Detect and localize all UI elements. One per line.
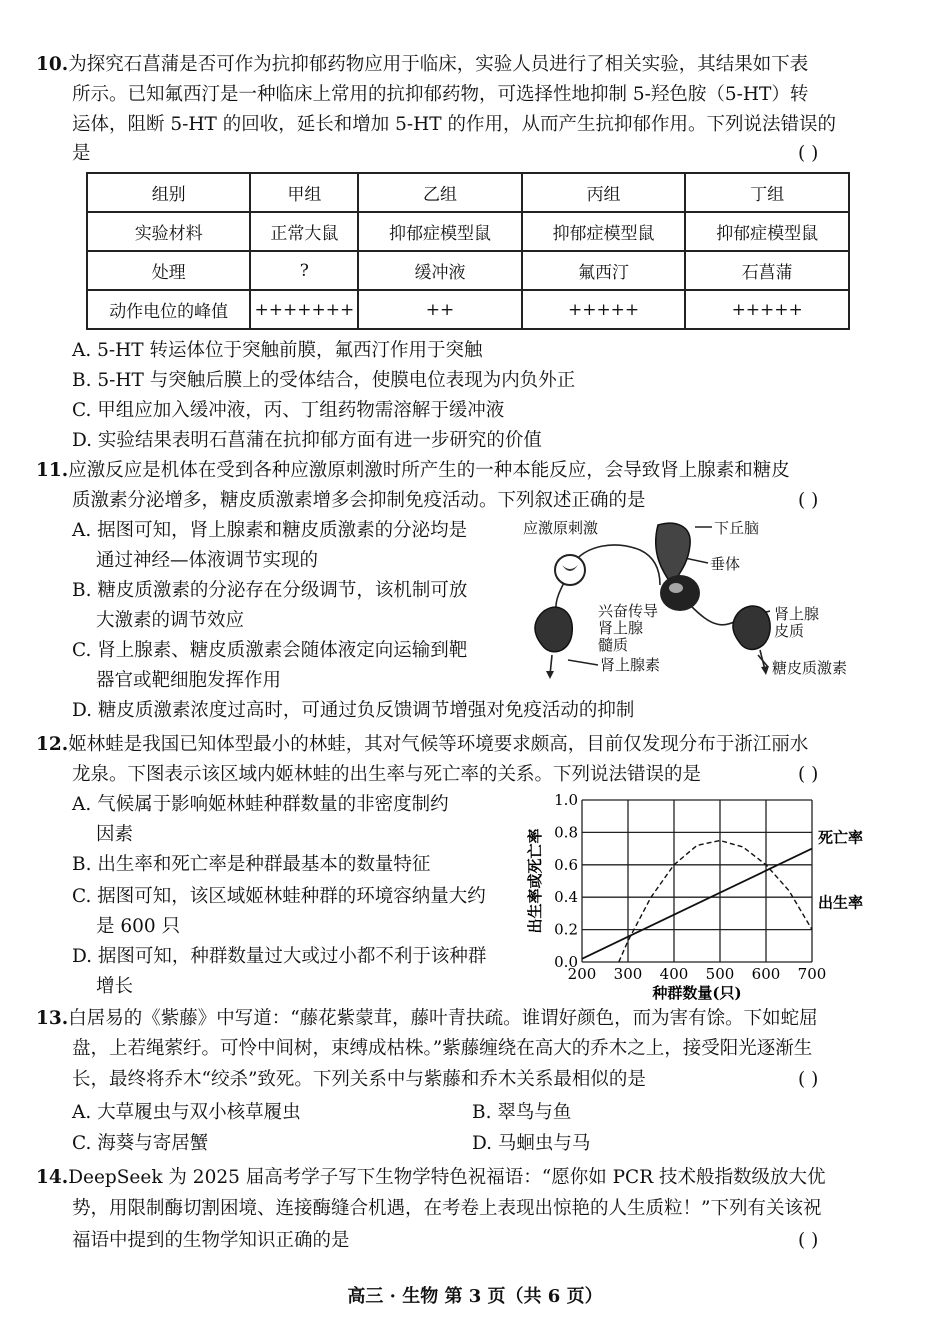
table-cell: 正常大鼠 — [250, 212, 358, 251]
x-tick-label: 700 — [797, 965, 827, 983]
q10-line-3: 运体，阻断 5-HT 的回收，延长和增加 5-HT 的作用，从而产生抗抑郁作用。下列说法错误的 — [72, 114, 837, 135]
table-cell: 缓冲液 — [358, 251, 521, 290]
q14-line-1: 14.DeepSeek 为 2025 届高考学子写下生物学特色祝福语：“愿你如 PCR 技术般指数级放大优 — [36, 1167, 826, 1188]
q13-answer-bracket: ( ) — [798, 1069, 819, 1090]
birth-rate-curve — [619, 841, 812, 963]
q12-option-c-cont: 是 600 只 — [96, 916, 181, 937]
q12-option-a: A. 气候属于影响姬林蛙种群数量的非密度制约 — [72, 794, 449, 815]
label-cortex-2: 皮质 — [774, 622, 805, 640]
q11-option-b-cont: 大激素的调节效应 — [96, 610, 245, 631]
table-row — [87, 251, 849, 290]
q13-line-3: 长，最终将乔木“绞杀”致死。下列关系中与紫藤和乔木关系最相似的是 — [72, 1069, 646, 1090]
q10-line-4: 是 — [72, 143, 91, 164]
death-rate-label: 死亡率 — [818, 828, 864, 847]
q11-option-c-cont: 器官或靶细胞发挥作用 — [96, 670, 282, 691]
table-cell: 动作电位的峰值 — [87, 290, 250, 329]
q12-number: 12. — [36, 734, 69, 755]
x-tick-label: 500 — [705, 965, 735, 983]
q11-option-b: B. 糖皮质激素的分泌存在分级调节，该机制可放 — [72, 580, 468, 601]
table-cell: 处理 — [87, 251, 250, 290]
q14-line-2: 势，用限制酶切割困境、连接酶缝合机遇，在考卷上表现出惊艳的人生质粒！”下列有关该祝 — [72, 1198, 822, 1219]
q13-option-d: D. 马蛔虫与马 — [472, 1133, 591, 1154]
birth-rate-label: 出生率 — [818, 893, 864, 912]
q10-option-d: D. 实验结果表明石菖蒲在抗抑郁方面有进一步研究的价值 — [72, 430, 542, 451]
q14-number: 14. — [36, 1167, 69, 1188]
x-tick-label: 200 — [567, 965, 597, 983]
q13-line-1: 13.白居易的《紫藤》中写道：“藤花紫蒙茸，藤叶青扶疏。谁谓好颜色，而为害有馀。下如蛇屈 — [36, 1008, 818, 1029]
q11-option-a: A. 据图可知，肾上腺素和糖皮质激素的分泌均是 — [72, 520, 468, 541]
table-cell: 甲组 — [250, 173, 358, 212]
table-cell: 抑郁症模型鼠 — [522, 212, 686, 251]
q13-option-b: B. 翠鸟与鱼 — [472, 1102, 572, 1123]
table-cell: 丙组 — [522, 173, 686, 212]
table-cell: ? — [250, 251, 358, 290]
pituitary-icon — [660, 575, 700, 611]
table-row — [87, 173, 849, 212]
q11-option-c: C. 肾上腺素、糖皮质激素会随体液定向运输到靶 — [72, 640, 468, 661]
q11-option-a-cont: 通过神经—体液调节实现的 — [96, 550, 319, 571]
label-stimulus: 应激原刺激 — [523, 519, 599, 537]
page-footer: 高三 · 生物 第 3 页（共 6 页） — [347, 1286, 603, 1307]
table-cell: 石菖蒲 — [685, 251, 849, 290]
label-pituitary: 垂体 — [710, 555, 741, 573]
q12-line-1: 12.姬林蛙是我国已知体型最小的林蛙，其对气候等环境要求颇高，目前仅发现分布于浙江丽水 — [36, 734, 809, 755]
label-medulla-1: 肾上腺 — [598, 619, 644, 637]
q12-option-c: C. 据图可知，该区域姬林蛙种群的环境容纳量大约 — [72, 886, 486, 907]
q11-option-d: D. 糖皮质激素浓度过高时，可通过负反馈调节增强对免疫活动的抑制 — [72, 700, 635, 721]
q11-answer-bracket: ( ) — [798, 490, 819, 511]
table-cell: +++++ — [685, 290, 849, 329]
y-tick-label: 0.0 — [554, 953, 578, 971]
q11-line-1: 11.应激反应是机体在受到各种应激原刺激时所产生的一种本能反应，会导致肾上腺素和糖皮 — [36, 460, 790, 481]
q12-option-d-cont: 增长 — [96, 976, 134, 997]
table-cell: 抑郁症模型鼠 — [358, 212, 521, 251]
q13-option-c: C. 海葵与寄居蟹 — [72, 1133, 209, 1154]
y-tick-label: 0.8 — [554, 823, 578, 842]
x-tick-label: 400 — [659, 965, 689, 983]
table-cell: +++++++ — [250, 290, 358, 329]
q11-line-2: 质激素分泌增多，糖皮质激素增多会抑制免疫活动。下列叙述正确的是 — [72, 490, 646, 511]
y-tick-label: 1.0 — [554, 791, 578, 809]
adrenal-cortex-icon — [733, 606, 770, 649]
nerve-path — [572, 545, 660, 585]
q10-option-b: B. 5-HT 与突触后膜上的受体结合，使膜电位表现为内负外正 — [72, 370, 576, 391]
q12-line-2: 龙泉。下图表示该区域内姬林蛙的出生率与死亡率的关系。下列说法错误的是 — [72, 764, 702, 785]
q12-birth-death-rate-chart — [520, 785, 880, 1010]
q12-option-d: D. 据图可知，种群数量过大或过小都不利于该种群 — [72, 946, 487, 967]
table-cell: 实验材料 — [87, 212, 250, 251]
q10-line-2: 所示。已知氟西汀是一种临床上常用的抗抑郁药物，可选择性地抑制 5-羟色胺（5-HT）转 — [72, 84, 809, 105]
table-cell: 氟西汀 — [522, 251, 686, 290]
adrenal-medulla-icon — [535, 607, 572, 652]
table-cell: ++ — [358, 290, 521, 329]
q10-option-a: A. 5-HT 转运体位于突触前膜，氟西汀作用于突触 — [72, 340, 483, 361]
q12-option-b: B. 出生率和死亡率是种群最基本的数量特征 — [72, 854, 431, 875]
y-tick-label: 0.4 — [554, 888, 578, 907]
q10-option-c: C. 甲组应加入缓冲液，丙、丁组药物需溶解于缓冲液 — [72, 400, 505, 421]
label-epinephrine: 肾上腺素 — [600, 656, 661, 674]
table-row — [87, 290, 849, 329]
table-cell: 丁组 — [685, 173, 849, 212]
q10-experiment-table — [86, 172, 850, 330]
q14-answer-bracket: ( ) — [798, 1230, 819, 1251]
q13-line-2: 盘，上若绳萦纡。可怜中间树，束缚成枯株。”紫藤缠绕在高大的乔木之上，接受阳光逐渐生 — [72, 1038, 813, 1059]
q13-option-a: A. 大草履虫与双小核草履虫 — [72, 1102, 301, 1123]
y-tick-label: 0.6 — [554, 855, 578, 874]
q10-line-1: 10.为探究石菖蒲是否可作为抗抑郁药物应用于临床，实验人员进行了相关实验，其结果如下表 — [36, 54, 809, 75]
q10-number: 10. — [36, 54, 69, 75]
q13-number: 13. — [36, 1008, 69, 1029]
label-glucocorticoid: 糖皮质激素 — [772, 659, 848, 677]
q11-number: 11. — [36, 460, 69, 481]
label-excitation: 兴奋传导 — [598, 602, 659, 620]
y-axis-label: 出生率或死亡率 — [526, 828, 544, 934]
label-hypothalamus: 下丘脑 — [714, 519, 760, 537]
label-medulla-2: 髓质 — [598, 636, 629, 654]
q14-line-3: 福语中提到的生物学知识正确的是 — [72, 1230, 350, 1251]
x-axis-label: 种群数量(只) — [652, 984, 742, 1002]
x-tick-label: 300 — [613, 965, 643, 983]
table-cell: +++++ — [522, 290, 686, 329]
y-tick-label: 0.2 — [554, 920, 578, 939]
q10-answer-bracket: ( ) — [798, 143, 819, 164]
q12-answer-bracket: ( ) — [798, 764, 819, 785]
q12-option-a-cont: 因素 — [96, 824, 134, 845]
table-cell: 抑郁症模型鼠 — [685, 212, 849, 251]
x-tick-label: 600 — [751, 965, 781, 983]
table-cell: 组别 — [87, 173, 250, 212]
table-cell: 乙组 — [358, 173, 521, 212]
table-row — [87, 212, 849, 251]
label-cortex-1: 肾上腺 — [774, 605, 820, 623]
